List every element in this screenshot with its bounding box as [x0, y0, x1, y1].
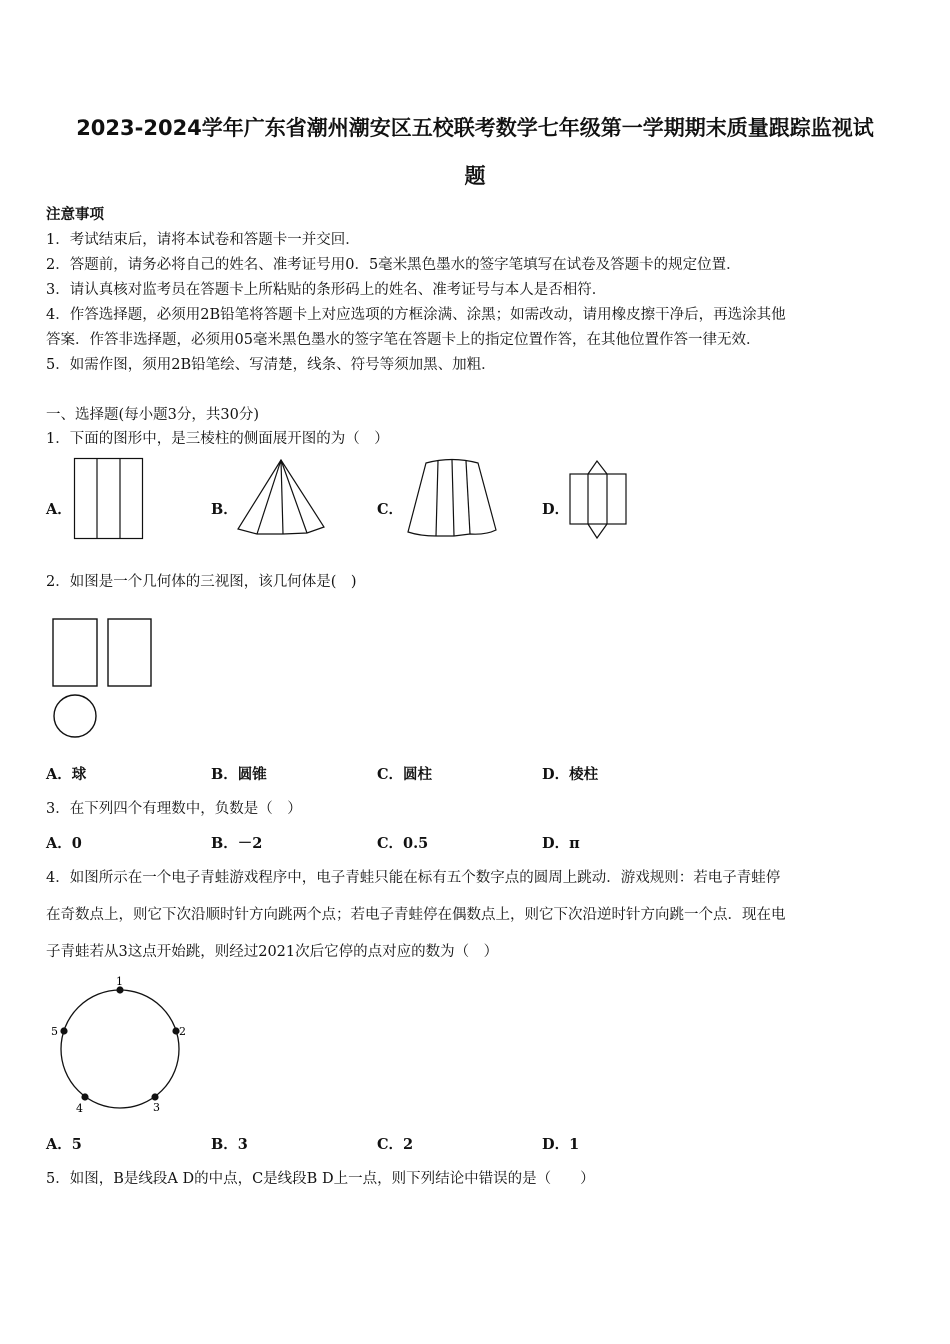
- question-1-stem: 1．下面的图形中，是三棱柱的侧面展开图的为（ ）: [46, 431, 389, 447]
- q4-option-d: D．1: [542, 1136, 580, 1153]
- circle-point-3: [151, 1093, 158, 1100]
- circle-label-5: 5: [51, 1025, 58, 1038]
- q2-option-c: C．圆柱: [377, 766, 433, 783]
- circle-point-5: [60, 1027, 67, 1034]
- question-4-stem: 4．如图所示在一个电子青蛙游戏程序中，电子青蛙只能在标有五个数字点的圆周上跳动．游戏规则：若电子青蛙停: [46, 870, 781, 886]
- notice-item: 4．作答选择题，必须用2B铅笔将答题卡上对应选项的方框涂满、涂黑；如需改动，请用橡皮擦干净后，再选涂其他: [46, 307, 786, 323]
- q2-option-a: A．球: [46, 766, 87, 783]
- notice-item: 1．考试结束后，请将本试卷和答题卡一并交回．: [46, 232, 360, 248]
- notice-item: 答案．作答非选择题，必须用05毫米黑色墨水的签字笔在答题卡上的指定位置作答，在其他位置作答一律无效．: [46, 332, 761, 348]
- page-title: 2023-2024学年广东省潮州潮安区五校联考数学七年级第一学期期末质量跟踪监视试: [76, 116, 874, 140]
- q1-option-d: D．: [542, 501, 570, 518]
- circle-point-4: [81, 1093, 88, 1100]
- q4-frog-circle: [46, 976, 196, 1116]
- q1-figure-a: [74, 458, 144, 540]
- notice-item: 5．如需作图，须用2B铅笔绘、写清楚，线条、符号等须加黑、加粗．: [46, 357, 496, 373]
- q3-option-a: A．0: [46, 835, 82, 852]
- q1-option-a: A．: [46, 501, 72, 518]
- question-2-stem: 2．如图是一个几何体的三视图，该几何体是( ): [46, 574, 357, 590]
- q4-option-a: A．5: [46, 1136, 82, 1153]
- q1-figure-d: [569, 460, 627, 540]
- circle-label-3: 3: [153, 1101, 160, 1114]
- question-5-stem: 5．如图，B是线段A D的中点，C是线段B D上一点，则下列结论中错误的是（ ）: [46, 1171, 595, 1187]
- q1-figure-c: [406, 460, 498, 538]
- q3-option-d: D．π: [542, 835, 580, 852]
- notice-heading: 注意事项: [46, 206, 104, 223]
- circle-label-4: 4: [76, 1102, 83, 1115]
- q2-option-d: D．棱柱: [542, 766, 599, 783]
- q1-figure-b: [237, 459, 325, 535]
- q4-option-b: B．3: [211, 1136, 248, 1153]
- q3-option-b: B．－2: [211, 835, 263, 852]
- circle-label-1: 1: [116, 975, 123, 988]
- circle-label-2: 2: [179, 1025, 186, 1038]
- notice-item: 2．答题前，请务必将自己的姓名、准考证号用0．5毫米黑色墨水的签字笔填写在试卷及答题卡的规定位置．: [46, 257, 741, 273]
- notice-item: 3．请认真核对监考员在答题卡上所粘贴的条形码上的姓名、准考证号与本人是否相符．: [46, 282, 607, 298]
- question-4-stem: 在奇数点上，则它下次沿顺时针方向跳两个点；若电子青蛙停在偶数点上，则它下次沿逆时针方向跳一个点．现在电: [46, 907, 786, 923]
- page-title-continued: 题: [464, 164, 486, 188]
- q3-option-c: C．0.5: [377, 835, 429, 852]
- q1-option-c: C．: [377, 501, 404, 518]
- section-heading: 一、选择题(每小题3分，共30分): [46, 407, 259, 423]
- q2-three-views: [52, 618, 154, 742]
- q4-option-c: C．2: [377, 1136, 414, 1153]
- question-4-stem: 子青蛙若从3这点开始跳，则经过2021次后它停的点对应的数为（ ）: [46, 944, 499, 960]
- q2-option-b: B．圆锥: [211, 766, 267, 783]
- q1-option-b: B．: [211, 501, 238, 518]
- question-3-stem: 3．在下列四个有理数中，负数是（ ）: [46, 801, 302, 817]
